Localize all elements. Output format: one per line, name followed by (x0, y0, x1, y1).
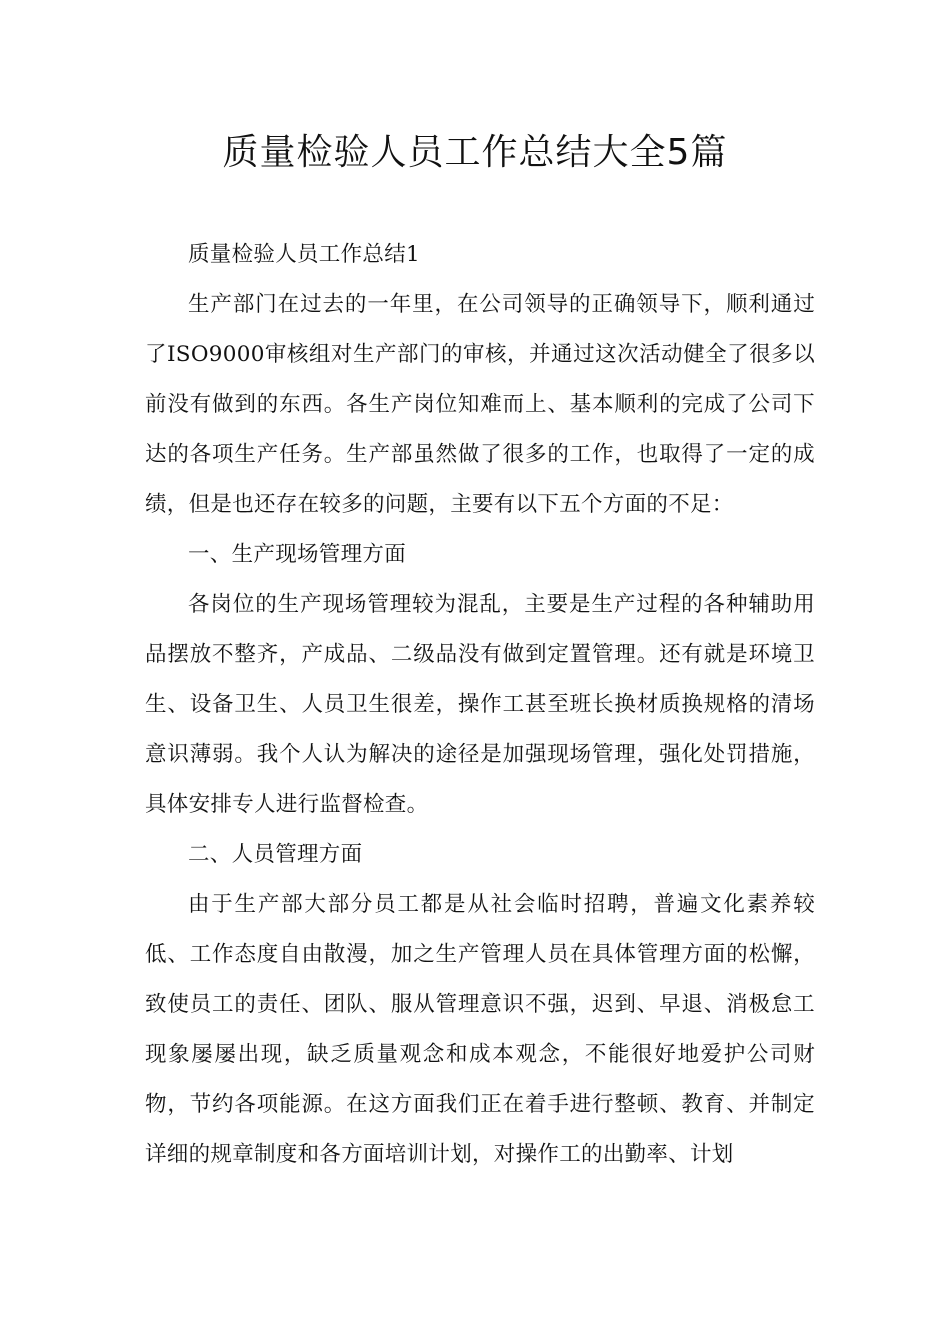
document-body (145, 230, 815, 1180)
paragraph-site-management: 各岗位的生产现场管理较为混乱，主要是生产过程的各种辅助用品摆放不整齐，产成品、二级品没有做到定置管理。还有就是环境卫生、设备卫生、人员卫生很差，操作工甚至班长换材质换规格的清场意识薄弱。我个人认为解决的途径是加强现场管理，强化处罚措施，具体安排专人进行监督检查。 (145, 592, 815, 817)
section-heading-site-management: 一、生产现场管理方面 (188, 542, 407, 567)
document-title: 质量检验人员工作总结大全5篇 (222, 132, 728, 173)
paragraph-intro: 生产部门在过去的一年里，在公司领导的正确领导下，顺利通过了ISO9000审核组对生产部门的审核，并通过这次活动健全了很多以前没有做到的东西。各生产岗位知难而上、基本顺利的完成了公司下达的各项生产任务。生产部虽然做了很多的工作，也取得了一定的成绩，但是也还存在较多的问题，主要有以下五个方面的不足： (145, 292, 815, 517)
paragraph-personnel-management: 由于生产部大部分员工都是从社会临时招聘，普遍文化素养较低、工作态度自由散漫，加之生产管理人员在具体管理方面的松懈，致使员工的责任、团队、服从管理意识不强，迟到、早退、消极怠工现象屡屡出现，缺乏质量观念和成本观念，不能很好地爱护公司财物，节约各项能源。在这方面我们正在着手进行整顿、教育、并制定详细的规章制度和各方面培训计划，对操作工的出勤率、计划 (145, 892, 815, 1167)
section-heading-summary-1: 质量检验人员工作总结1 (188, 242, 420, 267)
section-heading-personnel-management: 二、人员管理方面 (188, 842, 363, 867)
